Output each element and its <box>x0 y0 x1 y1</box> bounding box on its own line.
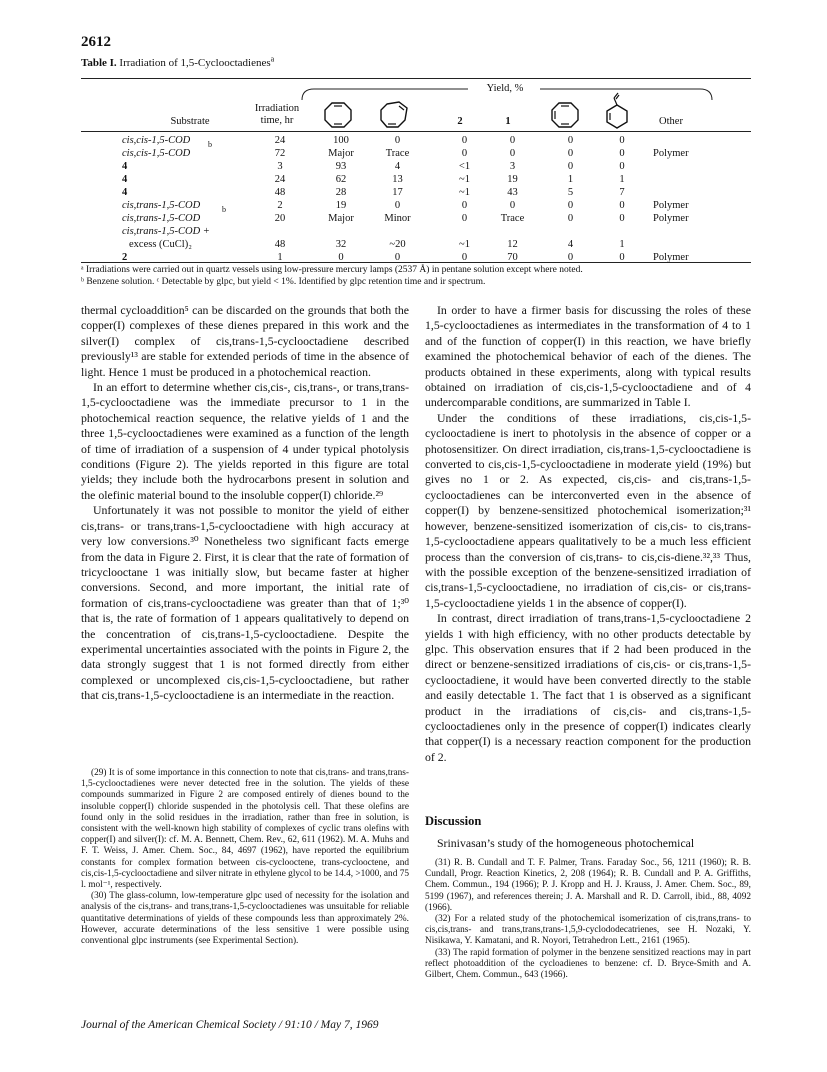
yield-cell: Trace <box>385 148 410 159</box>
yield-cell: 0 <box>394 252 401 263</box>
other-cell: Polymer <box>653 200 689 211</box>
yield-cell: ~1 <box>459 174 470 185</box>
header-compound-1: 1 <box>505 116 511 127</box>
yield-cell: 0 <box>509 135 516 146</box>
table-footnote-b: ᵇ Benzene solution. ᶜ Detectable by glpc, but yield < 1%. Identified by glpc retention time and ir spectrum. <box>81 277 486 287</box>
yield-cell: 1 <box>567 174 574 185</box>
yield-cell: 3 <box>509 161 516 172</box>
yield-cell: 0 <box>567 148 574 159</box>
yield-cell: 4 <box>567 239 574 250</box>
substrate-cell: cis,cis-1,5-COD <box>122 135 191 146</box>
footnote-32: (32) For a related study of the photochemical isomerization of cis,trans,trans- to cis,cis,trans- and trans,trans,trans-1,5,9-cyclododecatrienes, see H. Nozaki, Y. Nisikawa, Y. Kamatani, and R. Noyori, Tetrahedron Lett., 2161 (1965). <box>425 914 751 947</box>
yield-cell: 0 <box>461 200 468 211</box>
yield-cell: 0 <box>509 200 516 211</box>
yield-cell: Trace <box>500 213 525 224</box>
left-column <box>81 303 409 704</box>
yield-cell: ~1 <box>459 187 470 198</box>
substrate-cell: 4 <box>122 187 128 198</box>
time-cell: 1 <box>277 252 283 263</box>
yield-cell: 93 <box>335 161 347 172</box>
yield-cell: 70 <box>507 252 518 263</box>
header-substrate: Substrate <box>170 116 210 127</box>
header-other: Other <box>659 116 683 127</box>
table-caption <box>81 54 275 69</box>
substrate-cell: 4 <box>122 161 128 172</box>
table-row <box>81 173 751 186</box>
table-footnote-a: ᵃ Irradiations were carried out in quartz vessels using low-pressure mercury lamps (2537 Å) in pentane solution except where noted. <box>81 265 583 275</box>
right-footnotes <box>425 858 751 981</box>
page-number: 2612 <box>81 34 111 50</box>
other-cell: Polymer <box>653 213 689 224</box>
yield-cell: 0 <box>394 200 401 211</box>
footnote-29: (29) It is of some importance in this connection to note that cis,trans- and trans,trans-1,5-cyclooctadienes were never detected free in the solution. The yields of these compounds summarized in Figure 2 are composed entirely of dienes bound to the insoluble copper(I) chloride suspended in the photolysis cell. That these olefins are found only in the solid residues in the irradiation, rather than free in solution, is consistent with the well-known high stability of complexes of cyclic trans olefins with copper(I) and silver(I): cf. M. A. Bennett, Chem. Rev., 62, 611 (1962). M. A. Muhs and F. T. Weiss, J. Amer. Chem. Soc., 84, 4697 (1962), have reported the equilibrium constants for complex formation between cis-cyclooctene, trans-cyclooctene, and cis,cis-1,5-cyclooctadiene and silver nitrate in ethylene glycol to be 14.4, >1000, and 75 l. mol⁻¹, respectively. <box>81 768 409 891</box>
discussion-text <box>425 836 751 851</box>
other-cell: Polymer <box>653 148 689 159</box>
yield-cell: 0 <box>619 252 625 263</box>
table-row: cis,cis-1,5-COD b 72 Major Trace 0 0 0 0 Polymer <box>122 140 689 159</box>
time-cell: 24 <box>274 135 286 146</box>
substrate-cell: cis,trans-1,5-COD <box>122 200 201 211</box>
substrate-cell: cis,trans-1,5-COD <box>122 213 201 224</box>
left-paragraph: In an effort to determine whether cis,cis-, cis,trans-, or trans,trans-1,5-cyclooctadiene was the immediate precursor to 1 in the photochemical reaction sequence, the relative yields of 1 and the three 1,5-cyclooctadienes were examined as a function of the length of time of irradiation of a suspension of 4 under typical photolysis conditions (Figure 2). The yields reported in this figure are total yields; they include both the hydrocarbons present in solution and the olefinic material bound to the insoluble copper(I) chloride.²⁹ <box>81 380 409 502</box>
yield-cell: 100 <box>333 135 349 146</box>
yield-cell: 0 <box>619 161 625 172</box>
yield-cell: 32 <box>335 239 347 250</box>
time-cell: 48 <box>274 239 286 250</box>
yield-cell: 0 <box>619 135 625 146</box>
yield-cell: 28 <box>335 187 347 198</box>
yield-cell: Major <box>328 148 354 159</box>
yield-cell: 17 <box>392 187 403 198</box>
right-paragraph: In order to have a firmer basis for discussing the roles of these 1,5-cyclooctadienes as intermediates in the transformation of 4 to 1 and of the function of copper(I) in this reaction, we have briefly examined the photochemical behavior of each of the dienes. The products obtained in these experiments, along with typical results obtained on irradiation of cis,cis-1,5-cyclooctadiene and of 4 undercomparable conditions, are summarized in Table I. <box>425 303 751 410</box>
time-cell: 3 <box>277 161 283 172</box>
yield-cell: 0 <box>567 252 574 263</box>
left-paragraph: thermal cycloaddition⁵ can be discarded on the grounds that both the copper(I) complexes of these dienes prepared in this work and the silver(I) complex of cis,trans-1,5-cyclooctadiene described previously¹³ are stable for extended periods of time in the absence of light. Hence 1 must be produced in a photochemical reaction. <box>81 303 409 379</box>
time-cell: 20 <box>274 213 286 224</box>
footnote-33: (33) The rapid formation of polymer in the benzene sensitized reactions may in part reflect photoaddition of the cycloadienes to benzene: cf. D. Bryce-Smith and A. Gilbert, Chem. Commun., 643 (1966). <box>425 947 751 981</box>
time-cell: 2 <box>277 200 283 211</box>
yield-cell: 0 <box>567 161 574 172</box>
yield-cell: 0 <box>567 213 574 224</box>
table-row: cis,trans-1,5-COD b 20 Major Minor 0 Trace 0 0 Polymer <box>122 205 689 224</box>
yield-cell: 0 <box>567 200 574 211</box>
yield-cell: ~20 <box>389 239 406 250</box>
table-row <box>81 199 751 212</box>
yield-cell: 19 <box>335 200 347 211</box>
yield-cell: 0 <box>619 148 625 159</box>
right-paragraph: Under the conditions of these irradiations, cis,cis-1,5-cyclooctadiene is inert to photolysis in the absence of copper or a photosensitizer. On direct irradiation, cis,trans-1,5-cyclooctadiene is converted to cis,cis-1,5-cyclooctadiene in moderate yield (19%) but gives no 1 or 2. As expected, cis,cis- and cis,trans-1,5-cyclooctadienes can be interconverted even in the absence of copper(I) by benzene-sensitized photochemical isomerization;³¹ however, benzene-sensitized isomerization of cis,cis- to cis,trans-1,5-cyclooctadiene appears qualitatively to be a much less efficient process than the conversion of cis,trans- to cis,cis-diene.³²,³³ Thus, with the possible exception of the benzene-sensitized irradiation of cis,trans-1,5-cyclooctadiene, no irradiation of cis,cis- or cis,trans-1,5-cyclooctadiene yields 1 in the absence of copper(I). <box>425 410 751 610</box>
yield-cell: Minor <box>384 213 411 224</box>
table-top-rule <box>81 78 751 79</box>
yield-cell: 4 <box>394 161 401 172</box>
substrate-cell: 4 <box>122 174 128 185</box>
cyclooctatriene-structure-icon <box>550 101 580 129</box>
substrate-cell: cis,cis-1,5-COD <box>122 148 191 159</box>
yield-cell: 0 <box>509 148 516 159</box>
yield-cell: Major <box>328 213 354 224</box>
yield-cell: 0 <box>567 135 574 146</box>
yield-cell: 62 <box>335 174 347 185</box>
yield-cell: 0 <box>461 148 468 159</box>
table-label: Table I. <box>81 57 117 69</box>
yield-cell: 1 <box>619 174 625 185</box>
right-paragraph: In contrast, direct irradiation of trans,trans-1,5-cyclooctadiene 2 yields 1 with high efficiency, with no other products detectable by glpc. This observation ensures that if 2 had been produced in the direct or benzene-sensitized irradiations of cis,cis- or cis,trans-1,5-cyclooctadiene, it would have been converted directly to the stable and easily detectable 1. The fact that 1 is observed as a significant product in the irradiations of cis,cis- and cis,trans-1,5-cyclooctadienes only in the presence of copper(I) indicates clearly that copper(I) is a necessary reaction component for the production of 2. <box>425 611 751 764</box>
yield-cell: 0 <box>619 213 625 224</box>
left-paragraph: Unfortunately it was not possible to monitor the yield of either cis,trans- or trans,trans-1,5-cyclooctadiene with high accuracy at very low conversions.³⁰ Nonetheless two significant facts emerge from the data in Figure 2. First, it is clear that the rate of formation of tricyclooctane 1 was initially slow, but became faster at higher conversions. Second, and more important, the initial rate of formation of cis,trans-cyclooctadiene was greater than that of 1;³⁰ that is, the rate of formation of 1 appears qualitatively to depend on the concentration of cis,trans-1,5-cyclooctadiene. Despite the experimental uncertainties associated with the points in Figure 2, the data strongly suggest that 1 is not formed directly from either complexed or uncomplexed cis,cis-1,5-cyclooctadiene, but rather that cis,trans-1,5-cyclooctadiene is an intermediate in the reaction. <box>81 503 409 703</box>
footnote-31: (31) R. B. Cundall and T. F. Palmer, Trans. Faraday Soc., 56, 1211 (1960); R. B. Cundall, Progr. Reaction Kinetics, 2, 208 (1964); R. B. Cundall and P. A. Griffiths, Chem. Commun., 194 (1966); P. J. Kropp and H. J. Krauss, J. Amer. Chem. Soc., 89, 5199 (1967), and references therein; J. A. Marshall and R. D. Carroll, ibid., 88, 4092 (1966). <box>425 858 751 913</box>
table-row <box>81 160 751 173</box>
vinylcyclohexene-structure-icon <box>603 92 631 130</box>
table-bottom-rule <box>81 262 751 263</box>
yield-label: Yield, % <box>486 83 524 94</box>
table-row <box>81 238 751 251</box>
header-irradiation-time: Irradiation time, hr <box>254 103 300 126</box>
table-row <box>81 134 751 147</box>
header-compound-2: 2 <box>457 116 463 127</box>
yield-cell: ~1 <box>459 239 470 250</box>
table-title: Irradiation of 1,5-Cyclooctadienes <box>119 57 271 69</box>
cis-cis-cyclooctadiene-structure-icon <box>323 101 353 129</box>
substrate-cell: excess (CuCl)₂ <box>129 239 192 250</box>
journal-footer: Journal of the American Chemical Society / 91:10 / May 7, 1969 <box>81 1019 379 1031</box>
table-title-footnote-mark: a <box>270 54 275 64</box>
substrate-cell: 2 <box>122 252 128 263</box>
left-footnotes <box>81 768 409 947</box>
discussion-heading: Discussion <box>425 814 482 828</box>
yield-cell: 13 <box>392 174 403 185</box>
cis-trans-cyclooctadiene-structure-icon <box>378 100 410 130</box>
discussion-paragraph: Srinivasan’s study of the homogeneous photochemical <box>437 836 695 850</box>
table-row <box>81 186 751 199</box>
yield-cell: 5 <box>567 187 574 198</box>
yield-cell: 0 <box>461 213 468 224</box>
yield-cell: 0 <box>461 135 468 146</box>
other-cell: Polymer <box>653 252 689 263</box>
yield-cell: 7 <box>619 187 625 198</box>
yield-cell: 43 <box>507 187 518 198</box>
right-column <box>425 303 751 765</box>
time-cell: 48 <box>274 187 286 198</box>
yield-cell: 19 <box>507 174 518 185</box>
time-cell: 24 <box>274 174 286 185</box>
substrate-cell: cis,trans-1,5-COD + <box>122 226 210 237</box>
yield-cell: <1 <box>458 161 471 172</box>
footnote-30: (30) The glass-column, low-temperature glpc used of necessity for the isolation and analysis of the cis,trans- and trans,trans-1,5-cyclooctadienes was unsuitable for reliable quantitative determinations of yields of these compounds less than approximately 2%. However, accurate determinations of the less sensitive 1 were possible using conventional glpc instruments (see Experimental Section). <box>81 891 409 947</box>
yield-cell: 0 <box>338 252 344 263</box>
yield-cell: 1 <box>619 239 625 250</box>
yield-cell: 0 <box>619 200 625 211</box>
yield-cell: 0 <box>394 135 401 146</box>
yield-cell: 12 <box>507 239 518 250</box>
yield-cell: 0 <box>461 252 468 263</box>
table-header-rule <box>81 131 751 132</box>
table-row <box>81 225 751 238</box>
time-cell: 72 <box>274 148 286 159</box>
